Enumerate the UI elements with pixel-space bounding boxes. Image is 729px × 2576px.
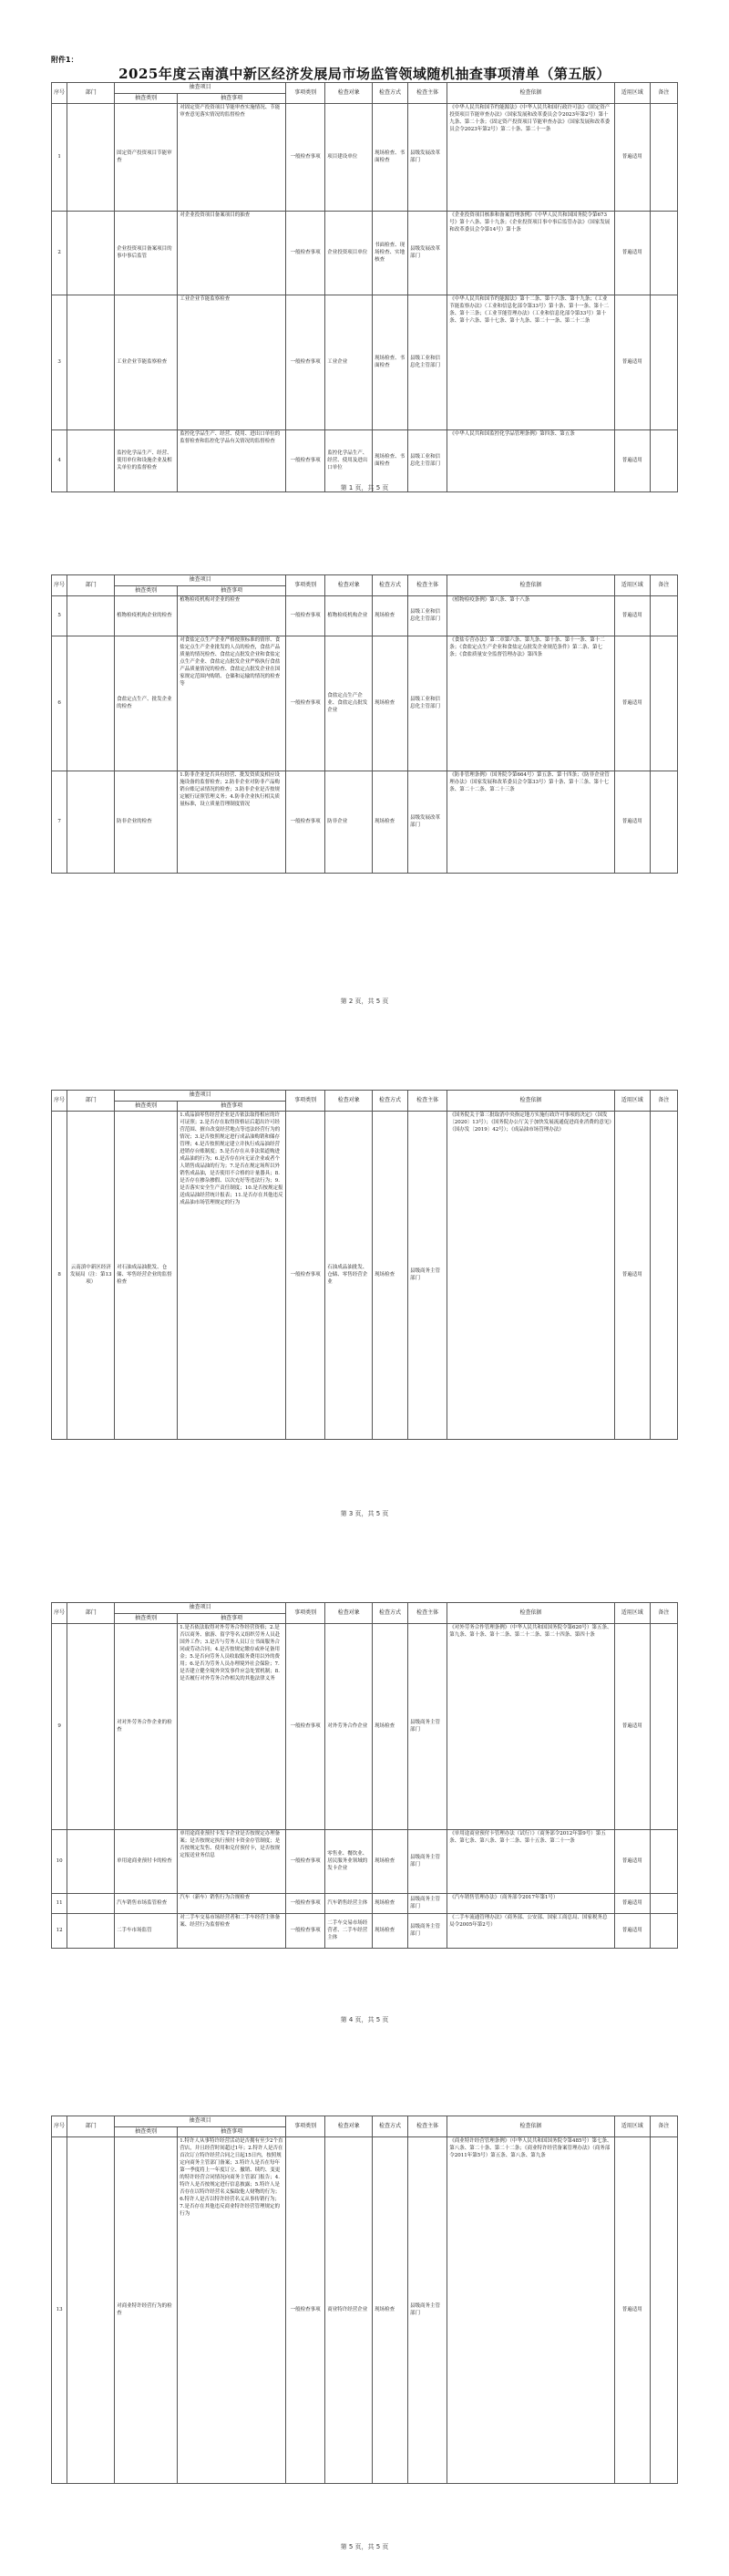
- row-method-cell: 现场检查、书面检查: [373, 430, 408, 492]
- page-footer: 第 4 页，共 5 页: [340, 2016, 389, 2023]
- header-type: 事项类别: [286, 575, 325, 596]
- row-method-cell: 现场检查: [373, 2137, 408, 2484]
- row-type-cell: 一般检查事项: [286, 1894, 325, 1914]
- header-basis: 检查依据: [447, 83, 615, 104]
- table-row: [52, 636, 678, 771]
- header-matter: 抽查事项: [178, 1101, 286, 1112]
- row-matter-cell: 监控化学品生产、经营、使用、进出口单位的监督检查和监控化学品有关情况的监督检查: [178, 430, 286, 492]
- row-subject-cell: 县级工业和信息化主管部门: [408, 596, 447, 636]
- row-dept-cell: [67, 2137, 115, 2484]
- table-body: [52, 2137, 678, 2484]
- table-body: [52, 104, 678, 492]
- header-subject: 检查主体: [408, 575, 447, 596]
- table-row: [52, 1112, 678, 1440]
- row-type-cell: 一般检查事项: [286, 636, 325, 771]
- header-seq: 序号: [52, 1603, 67, 1624]
- header-category: 抽查类别: [115, 93, 178, 104]
- row-category-cell: 防非企业的检查: [115, 771, 178, 874]
- table-body: [52, 596, 678, 874]
- header-type: 事项类别: [286, 1603, 325, 1624]
- row-region-cell: 普遍适用: [614, 636, 650, 771]
- matters-table-page-3: [51, 1090, 678, 1440]
- row-seq-cell: 13: [52, 2137, 67, 2484]
- row-target-cell: 汽车销售经营主体: [325, 1894, 373, 1914]
- row-matter-cell: 对二手车交易市场经营者和二手车经营主体备案、经营行为监督检查: [178, 1914, 286, 1949]
- header-subject: 检查主体: [408, 2116, 447, 2137]
- row-type-cell: 一般检查事项: [286, 771, 325, 874]
- row-seq-cell: 3: [52, 295, 67, 430]
- row-seq-cell: 12: [52, 1914, 67, 1949]
- row-subject-cell: 县级发展改革部门: [408, 212, 447, 295]
- row-dept-cell: [67, 636, 115, 771]
- row-seq-cell: 9: [52, 1624, 67, 1830]
- header-target: 检查对象: [325, 1091, 373, 1112]
- row-method-cell: 现场检查: [373, 1894, 408, 1914]
- header-seq: 序号: [52, 2116, 67, 2137]
- header-region: 适用区域: [614, 1091, 650, 1112]
- table-row: [52, 1624, 678, 1830]
- header-category: 抽查类别: [115, 2126, 178, 2137]
- row-subject-cell: 县级工业和信息化主管部门: [408, 636, 447, 771]
- row-category-cell: 单用途商业预付卡的检查: [115, 1830, 178, 1894]
- row-type-cell: 一般检查事项: [286, 104, 325, 212]
- attachment-label: 附件1：: [51, 56, 78, 64]
- row-seq-cell: 1: [52, 104, 67, 212]
- row-note-cell: [650, 771, 677, 874]
- row-method-cell: 现场检查: [373, 1624, 408, 1830]
- row-matter-cell: 对企业投资项目备案项目的抽查: [178, 212, 286, 295]
- page-footer: 第 3 页，共 5 页: [340, 1510, 389, 1517]
- row-seq-cell: 6: [52, 636, 67, 771]
- row-region-cell: 普遍适用: [614, 212, 650, 295]
- matters-table-page-1: [51, 82, 678, 492]
- row-category-cell: 工业企业节能监察检查: [115, 295, 178, 430]
- row-subject-cell: 县级商务主管部门: [408, 1112, 447, 1440]
- row-category-cell: 植物检疫机构企业的检查: [115, 596, 178, 636]
- row-method-cell: 现场检查: [373, 596, 408, 636]
- header-category: 抽查类别: [115, 1613, 178, 1624]
- row-category-cell: 企业投资项目备案项目的事中事后监管: [115, 212, 178, 295]
- row-basis-cell: 《商业特许经营管理条例》（中华人民共和国国务院令第485号）第七条、第八条、第二十条、第二十二条；《商业特许经营备案管理办法》（商务部令2011年第5号）第五条、第八条、第九条: [447, 2137, 615, 2484]
- header-method: 检查方式: [373, 2116, 408, 2137]
- row-dept-cell: [67, 1914, 115, 1949]
- row-basis-cell: 《防非管理条例》（国务院令第664号）第五条、第十四条；《防非企业管理办法》（国家发展和改革委员会令第33号）第十条、第十三条、第十七条、第二十二条、第二十三条: [447, 771, 615, 874]
- matters-table-page-2: [51, 574, 678, 874]
- header-region: 适用区域: [614, 575, 650, 596]
- row-subject-cell: 县级商务主管部门: [408, 1830, 447, 1894]
- header-matter: 抽查事项: [178, 585, 286, 596]
- row-note-cell: [650, 2137, 677, 2484]
- row-note-cell: [650, 1894, 677, 1914]
- table-row: [52, 104, 678, 212]
- row-method-cell: 书面检查、现场检查、实地核查: [373, 212, 408, 295]
- row-note-cell: [650, 596, 677, 636]
- header-item-group: 抽查项目: [115, 83, 286, 94]
- row-type-cell: 一般检查事项: [286, 596, 325, 636]
- table-row: [52, 596, 678, 636]
- row-subject-cell: 县级商务主管部门: [408, 1914, 447, 1949]
- row-type-cell: 一般检查事项: [286, 212, 325, 295]
- row-subject-cell: 县级发展改革部门: [408, 771, 447, 874]
- row-target-cell: 二手车交易市场经营者、二手车经营主体: [325, 1914, 373, 1949]
- row-dept-cell: [67, 1830, 115, 1894]
- table-row: [52, 771, 678, 874]
- header-region: 适用区域: [614, 2116, 650, 2137]
- row-region-cell: 普遍适用: [614, 1894, 650, 1914]
- matters-table-page-4: [51, 1602, 678, 1949]
- row-type-cell: 一般检查事项: [286, 2137, 325, 2484]
- header-seq: 序号: [52, 83, 67, 104]
- row-subject-cell: 县级商务主管部门: [408, 2137, 447, 2484]
- row-target-cell: 项目建设单位: [325, 104, 373, 212]
- row-matter-cell: 1.成品油零售经营企业是否依法取得相应的许可证照；2.是否存在取得资格证后超出许可经营范围、擅自改变经营地点等违法经营行为的情况；3.是否按照规定进行成品油购销和储存管理；4.是否按照规定建立并执行成品油经营进销存台账制度；5.是否存在从非法渠道购进成品油的行为；6.是否存在向无证企业或者个人销售成品油的行为；7.是否在规定场所以外销售成品油，是否使用不合格的计量器具；8.是否存在掺杂掺假、以次充好等违法行为；9.是否落实安全生产责任制度；10.是否按规定报送成品油经营统计报表；11.是否存在其他违反成品油市场管理规定的行为: [178, 1112, 286, 1440]
- header-note: 备注: [650, 1091, 677, 1112]
- header-matter: 抽查事项: [178, 1613, 286, 1624]
- row-basis-cell: 《植物检疫条例》第八条、第十八条: [447, 596, 615, 636]
- header-method: 检查方式: [373, 575, 408, 596]
- row-matter-cell: 单用途商业预付卡发卡企业是否按规定办理备案；是否按规定执行预付卡资金存管制度；是否按规定发售、使用和兑付预付卡，是否按规定报送业务信息: [178, 1830, 286, 1894]
- row-method-cell: 现场检查: [373, 1112, 408, 1440]
- header-dept: 部门: [67, 575, 115, 596]
- row-dept-cell: [67, 1624, 115, 1830]
- header-matter: 抽查事项: [178, 93, 286, 104]
- header-region: 适用区域: [614, 1603, 650, 1624]
- row-seq-cell: 10: [52, 1830, 67, 1894]
- header-basis: 检查依据: [447, 1091, 615, 1112]
- header-subject: 检查主体: [408, 83, 447, 104]
- header-note: 备注: [650, 2116, 677, 2137]
- header-item-group: 抽查项目: [115, 575, 286, 586]
- header-basis: 检查依据: [447, 575, 615, 596]
- header-note: 备注: [650, 575, 677, 596]
- row-target-cell: 植物检疫机构企业: [325, 596, 373, 636]
- row-region-cell: 普遍适用: [614, 1112, 650, 1440]
- row-target-cell: 监控化学品生产、经营、使用及进出口单位: [325, 430, 373, 492]
- row-seq-cell: 7: [52, 771, 67, 874]
- row-category-cell: 汽车销售市场监管检查: [115, 1894, 178, 1914]
- row-basis-cell: 《中华人民共和国节约能源法》第十二条、第十六条、第十九条；《工业节能监察办法》（工业和信息化部令第33号）第十条、第十一条、第十二条、第十三条；《工业节能管理办法》（工业和信息化部令第33号）第十条、第十六条、第十七条、第十九条、第二十一条、第二十二条: [447, 295, 615, 430]
- row-dept-cell: 云南滇中新区经济发展局（注：第13项）: [67, 1112, 115, 1440]
- row-seq-cell: 2: [52, 212, 67, 295]
- row-seq-cell: 4: [52, 430, 67, 492]
- header-seq: 序号: [52, 575, 67, 596]
- header-method: 检查方式: [373, 83, 408, 104]
- header-matter: 抽查事项: [178, 2126, 286, 2137]
- row-target-cell: 防非企业: [325, 771, 373, 874]
- row-matter-cell: 植物检疫机构对企业的检查: [178, 596, 286, 636]
- header-dept: 部门: [67, 83, 115, 104]
- header-note: 备注: [650, 83, 677, 104]
- table-row: [52, 1894, 678, 1914]
- row-matter-cell: 汽车（新车）销售行为合规检查: [178, 1894, 286, 1914]
- row-method-cell: 现场检查: [373, 1914, 408, 1949]
- row-note-cell: [650, 1624, 677, 1830]
- header-seq: 序号: [52, 1091, 67, 1112]
- row-target-cell: 食盐定点生产企业、食盐定点批发企业: [325, 636, 373, 771]
- row-dept-cell: [67, 1894, 115, 1914]
- row-subject-cell: 县级商务主管部门: [408, 1624, 447, 1830]
- row-region-cell: 普遍适用: [614, 1914, 650, 1949]
- row-dept-cell: [67, 104, 115, 212]
- header-note: 备注: [650, 1603, 677, 1624]
- header-region: 适用区域: [614, 83, 650, 104]
- row-basis-cell: 《单用途商业预付卡管理办法（试行）》（商务部令2012年第9号）第五条、第七条、第八条、第十二条、第十五条、第二十一条: [447, 1830, 615, 1894]
- row-type-cell: 一般检查事项: [286, 1830, 325, 1894]
- row-basis-cell: 《对外劳务合作管理条例》（中华人民共和国国务院令第620号）第五条、第九条、第十条、第十二条、第二十二条、第二十四条、第四十条: [447, 1624, 615, 1830]
- header-target: 检查对象: [325, 83, 373, 104]
- row-region-cell: 普遍适用: [614, 2137, 650, 2484]
- row-note-cell: [650, 1830, 677, 1894]
- row-category-cell: 固定资产投资项目节能审查: [115, 104, 178, 212]
- row-category-cell: 食盐定点生产、批发企业的检查: [115, 636, 178, 771]
- page-footer: 第 2 页，共 5 页: [340, 998, 389, 1005]
- row-subject-cell: 县级工业和信息化主管部门: [408, 430, 447, 492]
- header-type: 事项类别: [286, 2116, 325, 2137]
- row-region-cell: 普遍适用: [614, 1830, 650, 1894]
- row-method-cell: 现场检查、书面检查: [373, 295, 408, 430]
- row-type-cell: 一般检查事项: [286, 1112, 325, 1440]
- row-target-cell: 对外劳务合作企业: [325, 1624, 373, 1830]
- row-matter-cell: 1.防非企业是否具有经营、批发资质及相应设施设备的监督检查；2.防非企业对防非产品购销台账记录情况的检查；3.防非企业是否按规定履行证照管理义务；4.防非企业执行相关质量标准，设立质量管理制度情况: [178, 771, 286, 874]
- header-subject: 检查主体: [408, 1603, 447, 1624]
- row-method-cell: 现场检查: [373, 771, 408, 874]
- table-body: [52, 1112, 678, 1440]
- row-subject-cell: 县级商务主管部门: [408, 1894, 447, 1914]
- row-seq-cell: 5: [52, 596, 67, 636]
- row-matter-cell: 1.特许人从事特许经营活动是否拥有至少2个直营店，并且经营时间超过1年；2.特许人是否在首次订立特许经营合同之日起15日内，按照规定向商务主管部门备案；3.特许人是否在每年第一季度将上一年度订立、撤销、续约、变更的特许经营合同情况向商务主管部门报告；4.特许人是否按规定进行信息披露；5.特许人是否存在以特许经营名义骗取他人财物的行为；6.特许人是否以特许经营名义从事传销行为；7.是否存在其他违反商业特许经营管理规定的行为: [178, 2137, 286, 2484]
- header-basis: 检查依据: [447, 1603, 615, 1624]
- table-row: [52, 1914, 678, 1949]
- row-method-cell: 现场检查、书面检查: [373, 104, 408, 212]
- row-target-cell: 企业投资项目单位: [325, 212, 373, 295]
- row-category-cell: 监控化学品生产、经营、使用单位和设施企业及相关单位的监督检查: [115, 430, 178, 492]
- row-subject-cell: 县级发展改革部门: [408, 104, 447, 212]
- row-matter-cell: 对固定资产投资项目节能审查实施情况、节能审查意见落实情况的监督检查: [178, 104, 286, 212]
- row-region-cell: 普遍适用: [614, 430, 650, 492]
- header-item-group: 抽查项目: [115, 2116, 286, 2127]
- row-method-cell: 现场检查: [373, 1830, 408, 1894]
- header-dept: 部门: [67, 1091, 115, 1112]
- row-region-cell: 普遍适用: [614, 104, 650, 212]
- row-dept-cell: [67, 596, 115, 636]
- row-region-cell: 普遍适用: [614, 771, 650, 874]
- row-dept-cell: [67, 295, 115, 430]
- row-seq-cell: 11: [52, 1894, 67, 1914]
- row-target-cell: 石油成品油批发、仓储、零售经营企业: [325, 1112, 373, 1440]
- row-basis-cell: 《国务院关于第三批取消中央指定地方实施行政许可事项的决定》（国发〔2020〕13号）；《国务院办公厅关于加快发展流通促进商业消费的意见》（国办发〔2019〕42号）；《成品油市场管理办法》: [447, 1112, 615, 1440]
- row-basis-cell: 《二手车流通管理办法》（商务部、公安部、国家工商总局、国家税务总局令2005年第2号）: [447, 1914, 615, 1949]
- row-type-cell: 一般检查事项: [286, 295, 325, 430]
- row-region-cell: 普遍适用: [614, 596, 650, 636]
- row-basis-cell: 《食盐专营办法》第二章第六条、第九条、第十条、第十一条、第十二条；《食盐定点生产企业和食盐定点批发企业规范条件》第二条、第七条；《食盐质量安全监督管理办法》第四条: [447, 636, 615, 771]
- row-basis-cell: 《汽车销售管理办法》（商务部令2017年第1号）: [447, 1894, 615, 1914]
- row-subject-cell: 县级工业和信息化主管部门: [408, 295, 447, 430]
- header-type: 事项类别: [286, 1091, 325, 1112]
- row-region-cell: 普遍适用: [614, 295, 650, 430]
- header-type: 事项类别: [286, 83, 325, 104]
- header-method: 检查方式: [373, 1091, 408, 1112]
- row-note-cell: [650, 212, 677, 295]
- row-note-cell: [650, 295, 677, 430]
- page-footer: 第 1 页，共 5 页: [340, 484, 389, 491]
- row-note-cell: [650, 636, 677, 771]
- header-item-group: 抽查项目: [115, 1091, 286, 1102]
- row-note-cell: [650, 104, 677, 212]
- table-body: [52, 1624, 678, 1949]
- row-type-cell: 一般检查事项: [286, 1914, 325, 1949]
- row-category-cell: 二手车市场监管: [115, 1914, 178, 1949]
- header-category: 抽查类别: [115, 585, 178, 596]
- header-item-group: 抽查项目: [115, 1603, 286, 1614]
- row-seq-cell: 8: [52, 1112, 67, 1440]
- header-subject: 检查主体: [408, 1091, 447, 1112]
- header-dept: 部门: [67, 2116, 115, 2137]
- row-type-cell: 一般检查事项: [286, 1624, 325, 1830]
- row-target-cell: 工业企业: [325, 295, 373, 430]
- table-row: [52, 2137, 678, 2484]
- page-footer: 第 5 页，共 5 页: [340, 2543, 389, 2550]
- row-method-cell: 现场检查: [373, 636, 408, 771]
- header-target: 检查对象: [325, 1603, 373, 1624]
- header-target: 检查对象: [325, 2116, 373, 2137]
- row-dept-cell: [67, 212, 115, 295]
- row-target-cell: 零售业、餐饮业、居民服务业领域的发卡企业: [325, 1830, 373, 1894]
- header-basis: 检查依据: [447, 2116, 615, 2137]
- matters-table-page-5: [51, 2116, 678, 2484]
- row-matter-cell: 对食盐定点生产企业严格按照标准的情形、食盐定点生产企业批发的人员的检查，食盐产品质量的情况检查、食盐定点批发企业和食盐定点生产企业、食盐定点批发企业严格执行食盐产品质量情况的检查、食盐定点批发企业在国家规定范围内购销、仓储和运输的情况的检查等: [178, 636, 286, 771]
- row-note-cell: [650, 1112, 677, 1440]
- table-row: [52, 295, 678, 430]
- header-target: 检查对象: [325, 575, 373, 596]
- row-matter-cell: 1.是否依法取得对外劳务合作经营资格；2.是否以商务、旅游、留学等名义组织劳务人员赴国外工作；3.是否与劳务人员订立书面服务合同或劳动合同；4.是否按规定缴存或补足备用金；5.是否向劳务人员收取服务费用以外的费用；6.是否为劳务人员办理境外社会保险；7.是否建立健全境外突发事件应急处置机制；8.是否履行对外劳务合作相关的其他法律义务: [178, 1624, 286, 1830]
- row-dept-cell: [67, 771, 115, 874]
- row-category-cell: 对石油成品油批发、仓储、零售经营企业的监督检查: [115, 1112, 178, 1440]
- row-target-cell: 商业特许经营企业: [325, 2137, 373, 2484]
- header-method: 检查方式: [373, 1603, 408, 1624]
- row-basis-cell: 《中华人民共和国监控化学品管理条例》第四条、第五条: [447, 430, 615, 492]
- table-row: [52, 1830, 678, 1894]
- row-category-cell: 对对外劳务合作企业的检查: [115, 1624, 178, 1830]
- row-category-cell: 对商业特许经营行为的检查: [115, 2137, 178, 2484]
- row-basis-cell: 《企业投资项目核准和备案管理条例》《中华人民共和国国务院令第673号》第十八条、第十九条；《企业投资项目事中事后监管办法》（国家发展和改革委员会令第14号）第十条: [447, 212, 615, 295]
- row-type-cell: 一般检查事项: [286, 430, 325, 492]
- header-category: 抽查类别: [115, 1101, 178, 1112]
- row-matter-cell: 工业企业节能监察检查: [178, 295, 286, 430]
- table-row: [52, 212, 678, 295]
- row-note-cell: [650, 1914, 677, 1949]
- row-basis-cell: 《中华人民共和国节约能源法》《中华人民共和国行政许可法》《固定资产投资项目节能审查办法》（国家发展和改革委员会令2023年第2号）第十九条、第二十条；《固定资产投资项目节能审查办法》（国家发展和改革委员会令2023年第2号）第二十条、第二十一条: [447, 104, 615, 212]
- header-dept: 部门: [67, 1603, 115, 1624]
- row-region-cell: 普遍适用: [614, 1624, 650, 1830]
- page-title: 2025年度云南滇中新区经济发展局市场监管领域随机抽查事项清单（第五版）: [118, 66, 611, 82]
